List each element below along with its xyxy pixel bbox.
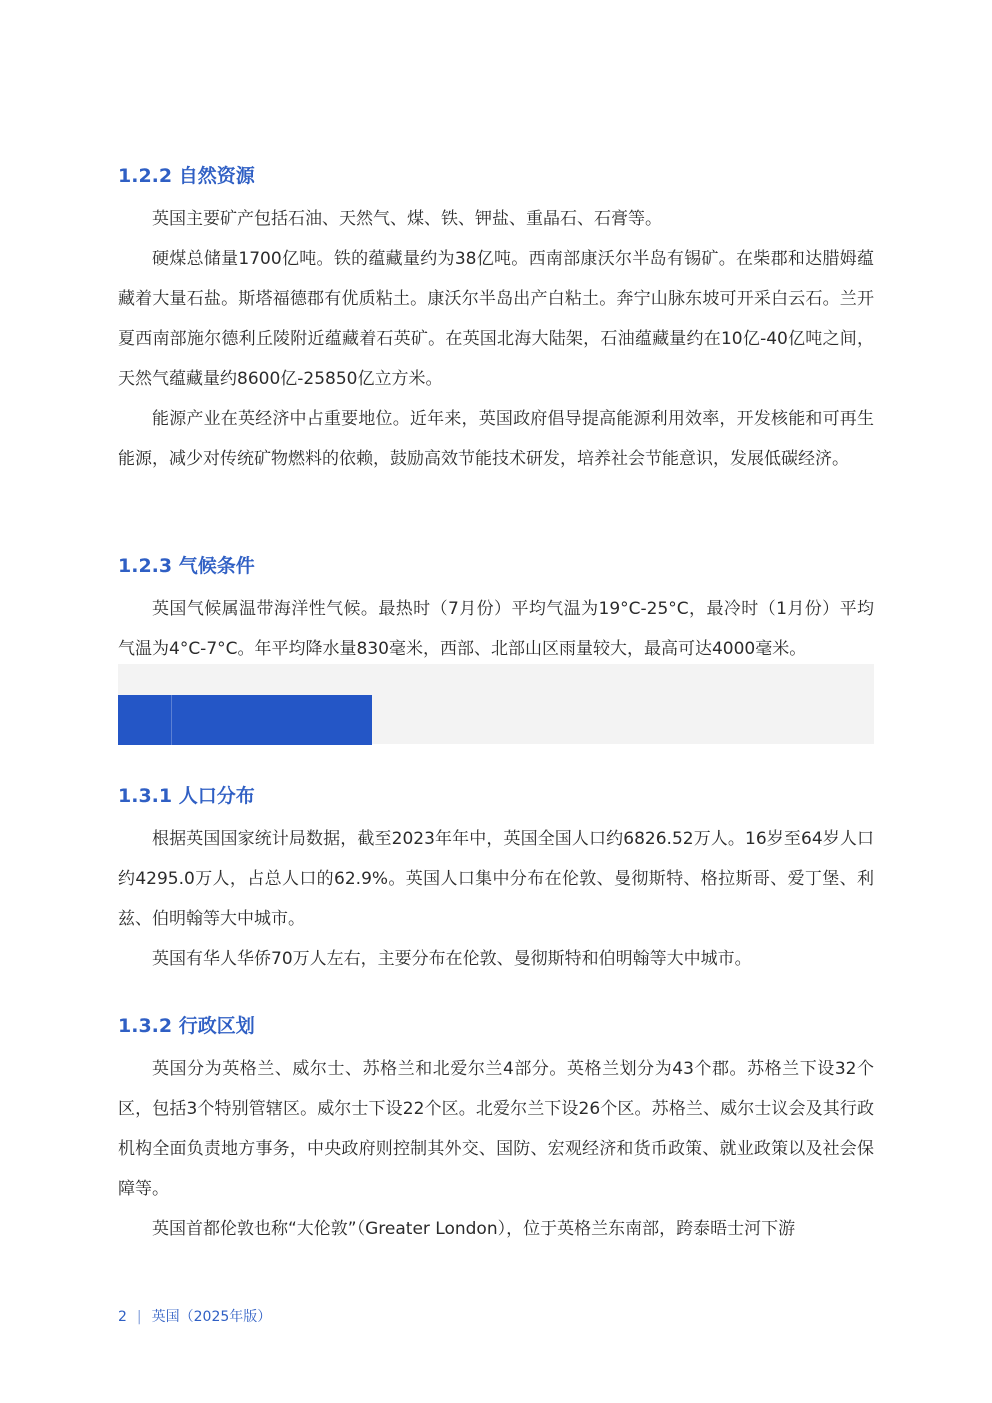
page-footer	[118, 1306, 271, 1326]
paragraph: 英国主要矿产包括石油、天然气、煤、铁、钾盐、重晶石、石膏等。	[152, 209, 662, 229]
page-number: 2	[118, 1309, 127, 1325]
chapter-number	[118, 695, 172, 745]
paragraph: 英国首都伦敦也称“大伦敦”（Greater London），位于英格兰东南部，跨泰晤士河下游	[152, 1219, 796, 1239]
chapter-banner-block	[118, 695, 372, 745]
paragraph: 英国有华人华侨70万人左右，主要分布在伦敦、曼彻斯特和伯明翰等大中城市。	[152, 949, 752, 969]
paragraph: 硬煤总储量1700亿吨。铁的蕴藏量约为38亿吨。西南部康沃尔半岛有锡矿。在柴郡和达腊姆蕴藏着大量石盐。斯塔福德郡有优质粘土。康沃尔半岛出产白粘土。奔宁山脉东坡可开采白云石。兰开夏西南部施尔德利丘陵附近蕴藏着石英矿。在英国北海大陆架，石油蕴藏量约在10亿-40亿吨之间，天然气蕴藏量约8600亿-25850亿立方米。	[118, 249, 874, 389]
section-heading-1-2-2: 1.2.2 自然资源	[118, 165, 255, 187]
footer-separator: |	[136, 1309, 142, 1325]
section-heading-1-3-2: 1.3.2 行政区划	[118, 1015, 255, 1037]
section-heading-1-3-1: 1.3.1 人口分布	[118, 785, 255, 807]
paragraph: 英国分为英格兰、威尔士、苏格兰和北爱尔兰4部分。英格兰划分为43个郡。苏格兰下设32个区，包括3个特别管辖区。威尔士下设22个区。北爱尔兰下设26个区。苏格兰、威尔士议会及其行政机构全面负责地方事务，中央政府则控制其外交、国防、宏观经济和货币政策、就业政策以及社会保障等。	[118, 1059, 874, 1199]
paragraph: 英国气候属温带海洋性气候。最热时（7月份）平均气温为19°C-25°C，最冷时（1月份）平均气温为4°C-7°C。年平均降水量830毫米，西部、北部山区雨量较大，最高可达4000毫米。	[118, 599, 874, 659]
section-heading-1-2-3: 1.2.3 气候条件	[118, 555, 255, 577]
chapter-banner	[118, 664, 874, 744]
footer-title: 英国（2025年版）	[151, 1309, 272, 1325]
paragraph: 能源产业在英经济中占重要地位。近年来，英国政府倡导提高能源利用效率，开发核能和可再生能源，减少对传统矿物燃料的依赖，鼓励高效节能技术研发，培养社会节能意识，发展低碳经济。	[118, 409, 874, 469]
paragraph: 根据英国国家统计局数据，截至2023年年中，英国全国人口约6826.52万人。16岁至64岁人口约4295.0万人，占总人口的62.9%。英国人口集中分布在伦敦、曼彻斯特、格拉斯哥、爱丁堡、利兹、伯明翰等大中城市。	[118, 829, 874, 929]
